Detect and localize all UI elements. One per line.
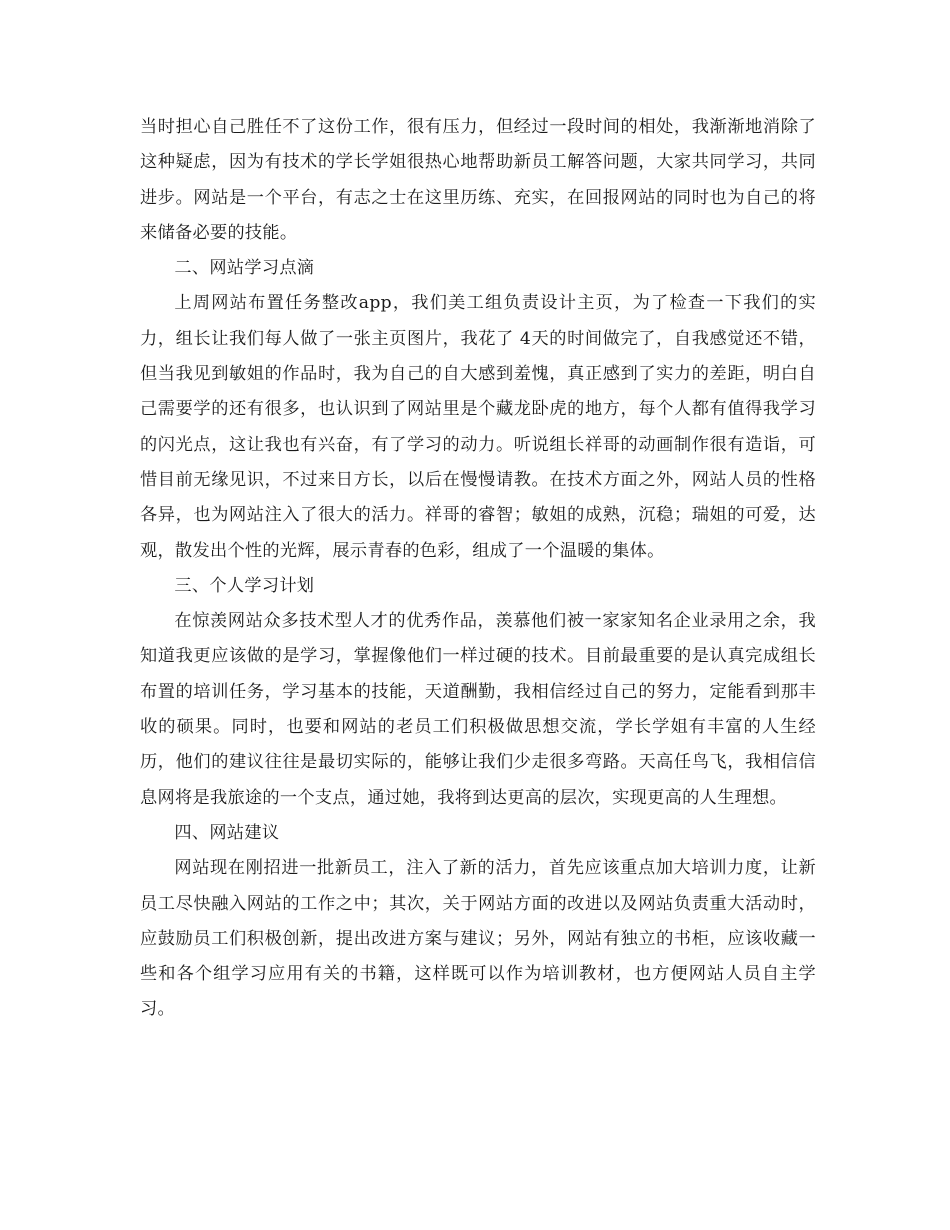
paragraph-intro-continued: 当时担心自己胜任不了这份工作，很有压力，但经过一段时间的相处，我渐渐地消除了这种疑虑，因为有技术的学长学姐很热心地帮助新员工解答问题，大家共同学习，共同进步。网站是一个平台，有志之士在这里历练、充实，在回报网站的同时也为自己的将来储备必要的技能。 [140,117,816,243]
paragraph-suggestions: 网站现在刚招进一批新员工，注入了新的活力，首先应该重点加大培训力度，让新员工尽快融入网站的工作之中；其次，关于网站方面的改进以及网站负责重大活动时，应鼓励员工们积极创新，提出改进方案与建议；另外，网站有独立的书柜，应该收藏一些和各个组学习应用有关的书籍，这样既可以作为培训教材，也方便网站人员自主学习。 [140,858,816,1020]
document-body [140,110,816,1028]
section-heading-suggestions: 四、网站建议 [174,822,280,843]
section-heading-website-learning: 二、网站学习点滴 [174,258,315,279]
paragraph-personal-plan: 在惊羡网站众多技术型人才的优秀作品，羡慕他们被一家家知名企业录用之余，我知道我更应该做的是学习，掌握像他们一样过硬的技术。目前最重要的是认真完成组长布置的培训任务，学习基本的技能，天道酬勤，我相信经过自己的努力，定能看到那丰收的硕果。同时，也要和网站的老员工们积极做思想交流，学长学姐有丰富的人生经历，他们的建议往往是最切实际的，能够让我们少走很多弯路。天高任鸟飞，我相信信息网将是我旅途的一个支点，通过她，我将到达更高的层次，实现更高的人生理想。 [140,611,816,808]
paragraph-website-learning: 上周网站布置任务整改app，我们美工组负责设计主页，为了检查一下我们的实力，组长让我们每人做了一张主页图片，我花了 4天的时间做完了，自我感觉还不错，但当我见到敏姐的作品时，我为自己的自大感到羞愧，真正感到了实力的差距，明白自己需要学的还有很多，也认识到了网站里是个藏龙卧虎的地方，每个人都有值得我学习的闪光点，这让我也有兴奋，有了学习的动力。听说组长祥哥的动画制作很有造诣，可惜目前无缘见识，不过来日方长，以后在慢慢请教。在技术方面之外，网站人员的性格各异，也为网站注入了很大的活力。祥哥的睿智；敏姐的成熟，沉稳；瑞姐的可爱，达观，散发出个性的光辉，展示青春的色彩，组成了一个温暖的集体。 [140,293,816,561]
section-heading-personal-plan: 三、个人学习计划 [174,575,315,596]
